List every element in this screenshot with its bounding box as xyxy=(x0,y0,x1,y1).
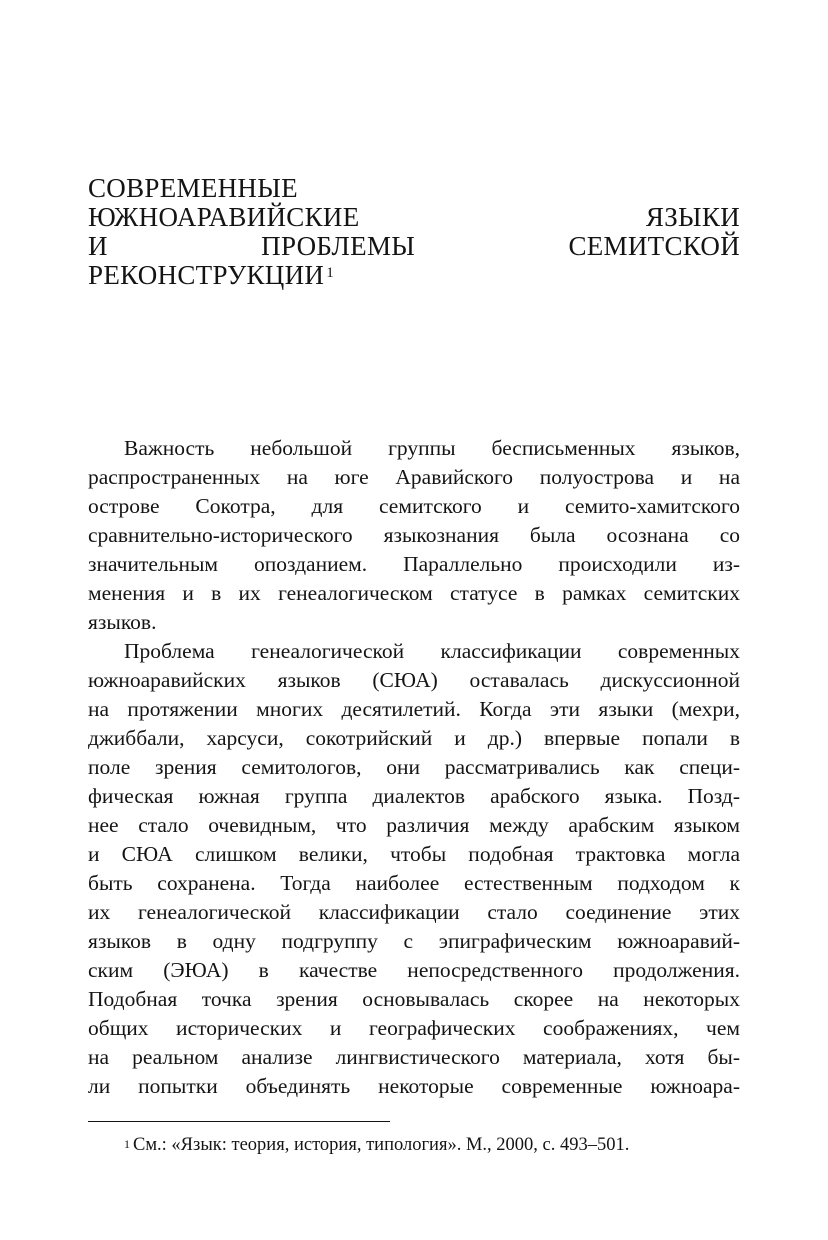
text-line: менения и в их генеалогическом статусе в рамках семитских xyxy=(88,581,740,605)
text-line: ли попытки объединять некоторые современные южноара- xyxy=(88,1074,740,1098)
chapter-title xyxy=(88,170,740,290)
text-line: фическая южная группа диалектов арабского языка. Позд- xyxy=(88,784,740,808)
text-line: на протяжении многих десятилетий. Когда эти языки (мехри, xyxy=(88,697,740,721)
text-line: острове Сокотра, для семитского и семито-хамитского xyxy=(88,494,740,518)
text-line: Подобная точка зрения основывалась скорее на некоторых xyxy=(88,987,740,1011)
text-line: на реальном анализе лингвистического материала, хотя бы- xyxy=(88,1045,740,1069)
text-line: Важность небольшой группы бесписьменных языков, xyxy=(124,436,740,460)
body-text xyxy=(88,434,740,1101)
text-line: поле зрения семитологов, они рассматривались как специ- xyxy=(88,755,740,779)
text-line: южноаравийских языков (СЮА) оставалась дискуссионной xyxy=(88,668,740,692)
title-line-text: РЕКОНСТРУКЦИИ xyxy=(88,260,325,290)
title-line: ЮЖНОАРАВИЙСКИЕ ЯЗЫКИ xyxy=(88,202,740,232)
title-line-last xyxy=(88,257,740,290)
footnote-text: См.: «Язык: теория, история, типология». М., 2000, с. 493–501. xyxy=(133,1135,630,1155)
text-line: их генеалогической классификации стало соединение этих xyxy=(88,900,740,924)
footnote xyxy=(88,1132,740,1158)
title-line: И ПРОБЛЕМЫ СЕМИТСКОЙ xyxy=(88,231,740,261)
text-line: языков. xyxy=(88,610,157,634)
title-line: СОВРЕМЕННЫЕ xyxy=(88,173,298,203)
text-line: ским (ЭЮА) в качестве непосредственного продолжения. xyxy=(88,958,740,982)
footnote-marker: 1 xyxy=(124,1137,130,1151)
paragraph-1 xyxy=(88,434,740,637)
text-line: сравнительно-исторического языкознания была осознана со xyxy=(88,523,740,547)
text-line: общих исторических и географических соображениях, чем xyxy=(88,1016,740,1040)
footnote-divider xyxy=(88,1121,390,1122)
text-line: Проблема генеалогической классификации современных xyxy=(124,639,740,663)
text-line: нее стало очевидным, что различия между арабским языком xyxy=(88,813,740,837)
paragraph-2 xyxy=(88,637,740,1101)
text-line: джиббали, харсуси, сокотрийский и др.) впервые попали в xyxy=(88,726,740,750)
text-line: и СЮА слишком велики, чтобы подобная трактовка могла xyxy=(88,842,740,866)
text-line: значительным опозданием. Параллельно происходили из- xyxy=(88,552,740,576)
text-line: распространенных на юге Аравийского полуострова и на xyxy=(88,465,740,489)
title-footnote-ref: 1 xyxy=(326,265,335,281)
text-line: быть сохранена. Тогда наиболее естественным подходом к xyxy=(88,871,740,895)
text-line: языков в одну подгруппу с эпиграфическим южноаравий- xyxy=(88,929,740,953)
